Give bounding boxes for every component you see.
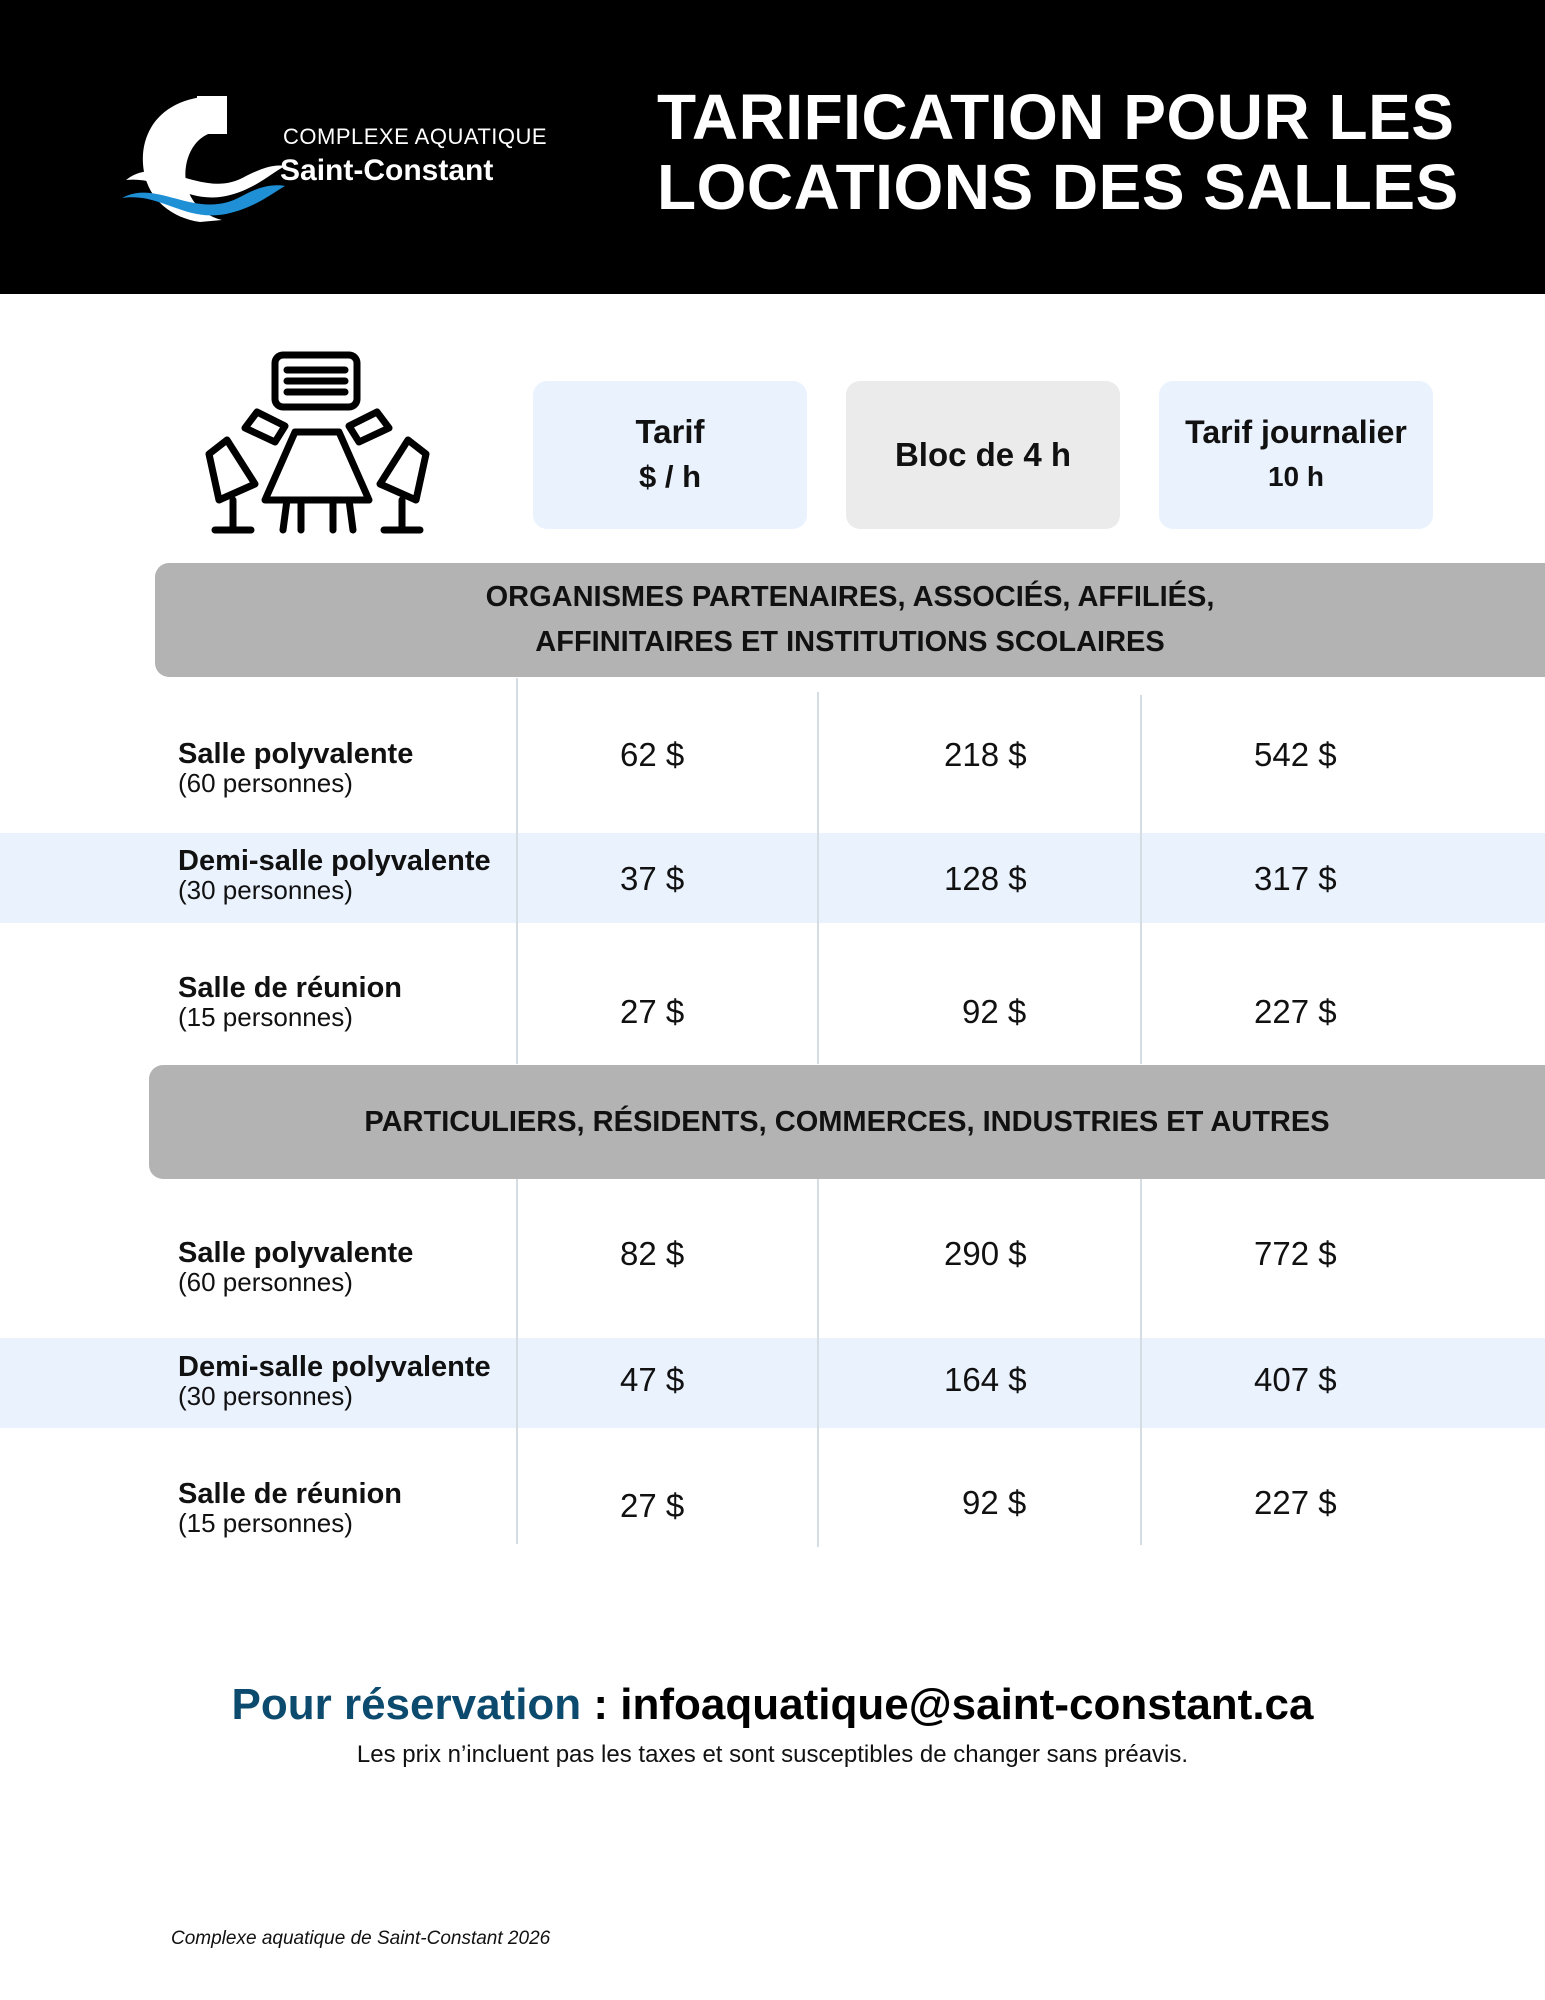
room-name: Salle polyvalente — [178, 738, 414, 770]
price-hourly: 27 $ — [620, 1487, 685, 1524]
meeting-room-icon — [205, 350, 430, 535]
section-header-organisms — [155, 563, 1545, 677]
column-header-sublabel: $ / h — [638, 459, 701, 494]
price-block: 128 $ — [944, 860, 1027, 897]
room-name-cell — [178, 1352, 491, 1410]
room-name-cell — [178, 973, 402, 1031]
room-name-cell — [178, 739, 413, 797]
price-block: 164 $ — [944, 1361, 1027, 1398]
title-line-2: LOCATIONS DES SALLES — [657, 151, 1459, 223]
column-header-sublabel: 10 h — [1267, 461, 1325, 492]
price-block: 92 $ — [962, 1484, 1027, 1521]
room-name: Salle polyvalente — [178, 1237, 414, 1269]
aquatic-logo-icon — [122, 92, 287, 227]
price-daily: 542 $ — [1254, 736, 1337, 773]
reservation-separator: : — [581, 1680, 621, 1729]
room-name: Demi-salle polyvalente — [178, 1351, 491, 1383]
room-capacity: (60 personnes) — [178, 1267, 353, 1297]
column-divider — [817, 1179, 819, 1547]
column-header-label: Bloc de 4 h — [894, 436, 1072, 473]
price-hourly: 82 $ — [620, 1235, 685, 1272]
room-name: Demi-salle polyvalente — [178, 845, 491, 877]
price-daily: 772 $ — [1254, 1235, 1337, 1272]
section-header-individuals — [149, 1065, 1545, 1179]
page-title — [657, 82, 1459, 222]
room-name-cell — [178, 1479, 402, 1537]
page-header — [0, 0, 1545, 294]
room-capacity: (60 personnes) — [178, 768, 353, 798]
price-hourly: 62 $ — [620, 736, 685, 773]
column-header-daily — [1159, 381, 1433, 529]
reservation-line — [0, 1680, 1545, 1730]
column-header-label: Tarif journalier — [1185, 414, 1407, 450]
title-line-1: TARIFICATION POUR LES — [657, 81, 1455, 153]
price-daily: 407 $ — [1254, 1361, 1337, 1398]
price-hourly: 47 $ — [620, 1361, 685, 1398]
room-capacity: (15 personnes) — [178, 1508, 353, 1538]
column-divider — [516, 678, 518, 1064]
price-block: 218 $ — [944, 736, 1027, 773]
room-capacity: (30 personnes) — [178, 875, 353, 905]
price-hourly: 27 $ — [620, 993, 685, 1030]
room-name: Salle de réunion — [178, 972, 402, 1004]
section-title-line-1: ORGANISMES PARTENAIRES, ASSOCIÉS, AFFILIÉS, — [485, 581, 1215, 613]
room-name-cell — [178, 846, 491, 904]
room-capacity: (15 personnes) — [178, 1002, 353, 1032]
column-header-block — [846, 381, 1120, 529]
price-block: 92 $ — [962, 993, 1027, 1030]
section-title-line-1: PARTICULIERS, RÉSIDENTS, COMMERCES, INDUSTRIES ET AUTRES — [364, 1105, 1330, 1138]
brand-line-1: COMPLEXE AQUATIQUE — [283, 124, 548, 149]
column-header-hourly — [533, 381, 807, 529]
room-name-cell — [178, 1238, 413, 1296]
price-disclaimer: Les prix n’incluent pas les taxes et sont susceptibles de changer sans préavis. — [356, 1741, 1189, 1768]
price-daily: 227 $ — [1254, 993, 1337, 1030]
column-divider — [1140, 695, 1142, 1064]
column-divider — [516, 1179, 518, 1544]
section-title-line-2: AFFINITAIRES ET INSTITUTIONS SCOLAIRES — [535, 626, 1165, 658]
room-capacity: (30 personnes) — [178, 1381, 353, 1411]
reservation-label: Pour réservation — [231, 1680, 582, 1729]
column-header-label: Tarif — [635, 413, 705, 450]
room-name: Salle de réunion — [178, 1478, 402, 1510]
price-hourly: 37 $ — [620, 860, 685, 897]
reservation-email-link[interactable]: infoaquatique@saint-constant.ca — [620, 1680, 1314, 1729]
price-daily: 227 $ — [1254, 1484, 1337, 1521]
brand-line-2: Saint-Constant — [280, 154, 494, 187]
price-block: 290 $ — [944, 1235, 1027, 1272]
price-daily: 317 $ — [1254, 860, 1337, 897]
column-divider — [817, 692, 819, 1064]
footer-text: Complexe aquatique de Saint-Constant 2026 — [171, 1928, 551, 1949]
column-divider — [1140, 1179, 1142, 1545]
